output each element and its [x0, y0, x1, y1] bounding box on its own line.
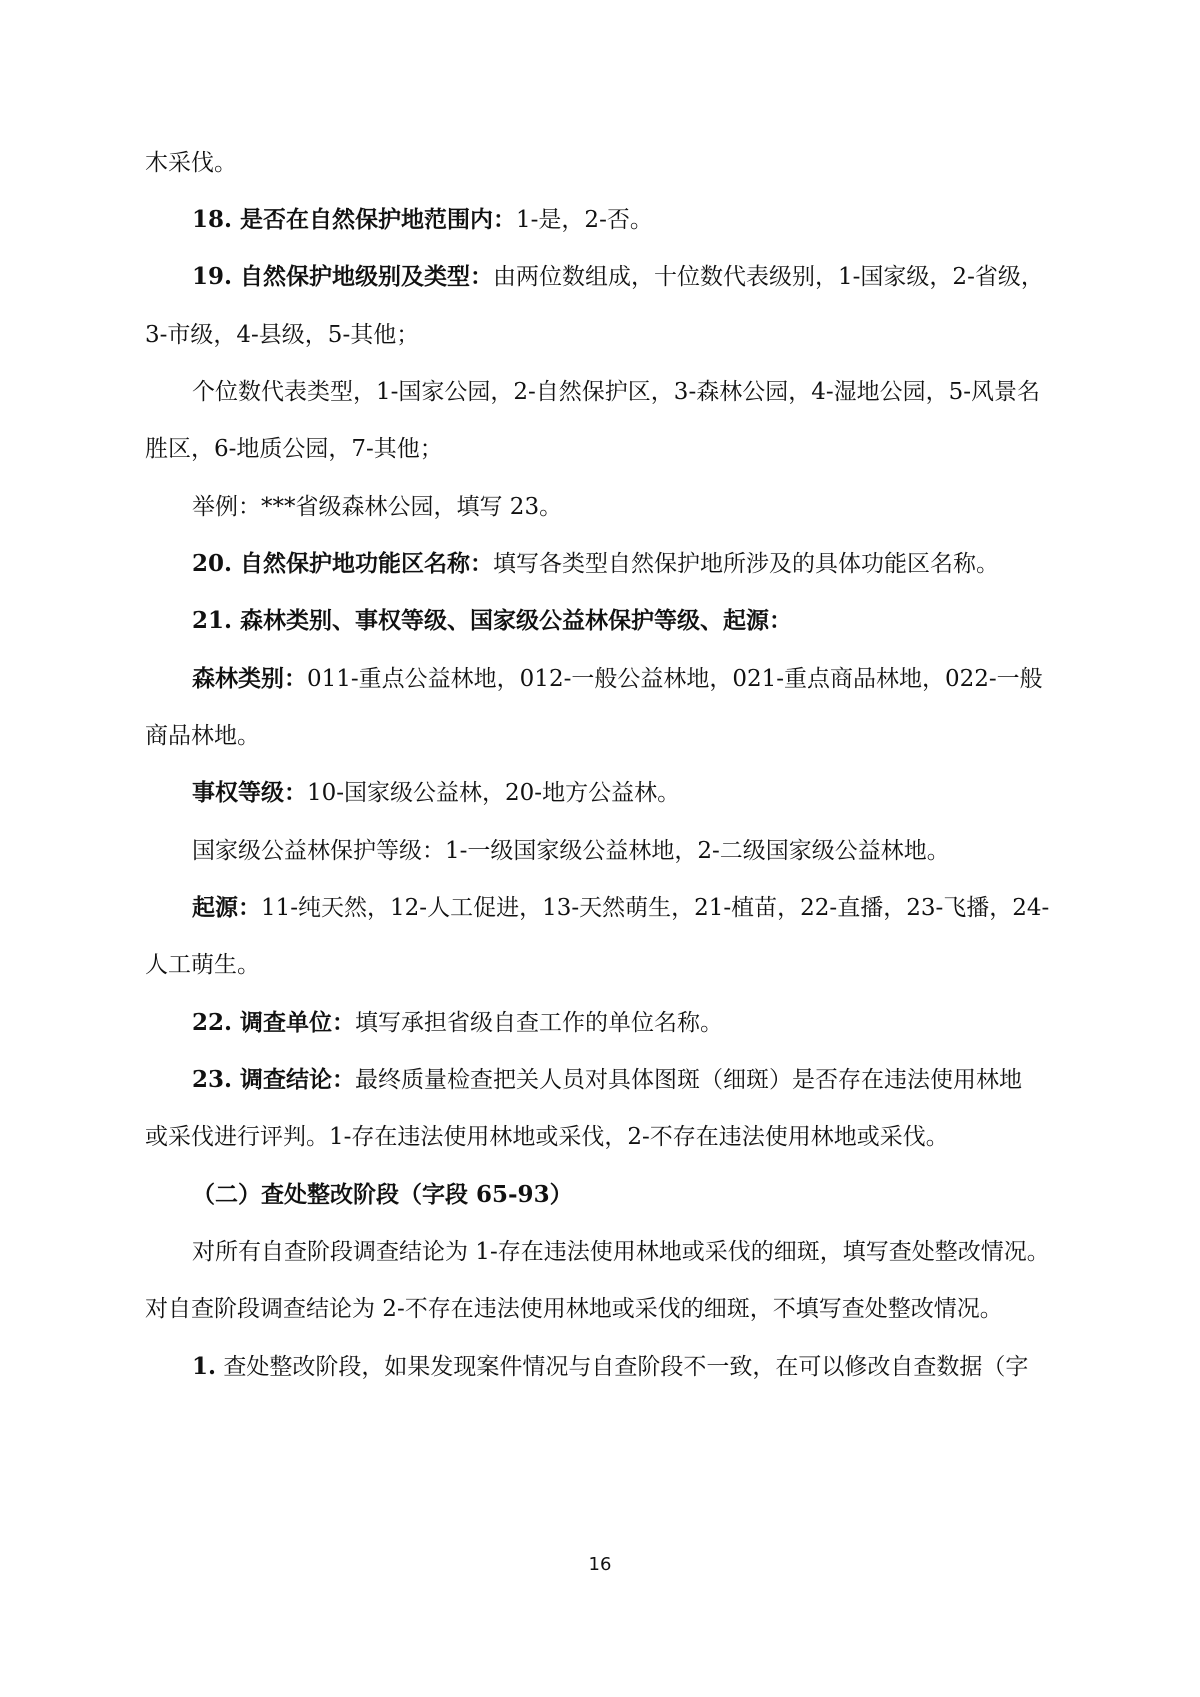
- section-heading-text: （二）查处整改阶段（字段 65-93）: [192, 1181, 573, 1208]
- sub-item-1: [0, 1352, 1200, 1382]
- authority-level-heading: 事权等级：: [192, 779, 307, 806]
- text: 或采伐进行评判。1-存在违法使用林地或采伐，2-不存在违法使用林地或采伐。: [145, 1124, 949, 1150]
- item-22: [0, 1008, 1200, 1038]
- item-20-text: 填写各类型自然保护地所涉及的具体功能区名称。: [493, 551, 1000, 577]
- text: 胜区，6-地质公园，7-其他；: [145, 436, 443, 462]
- section-para-line-1: [0, 1237, 1200, 1267]
- text: 3-市级，4-县级，5-其他；: [145, 322, 420, 348]
- item-22-text: 填写承担省级自查工作的单位名称。: [355, 1010, 724, 1036]
- origin-text: 11-纯天然，12-人工促进，13-天然萌生，21-植苗，22-直播，23-飞播，24-: [261, 895, 1050, 921]
- item-23-cont: [0, 1122, 1200, 1152]
- item-18: [0, 205, 1200, 235]
- text: 商品林地。: [145, 723, 260, 749]
- item-19-text: 由两位数组成，十位数代表级别，1-国家级，2-省级，: [493, 264, 1044, 290]
- item-19: [0, 262, 1200, 292]
- section-heading: [0, 1180, 1200, 1210]
- text: 国家级公益林保护等级：1-一级国家级公益林地，2-二级国家级公益林地。: [192, 838, 950, 864]
- page-number: 16: [588, 1554, 612, 1575]
- item-18-text: 1-是，2-否。: [516, 207, 653, 233]
- item-22-heading: 22. 调查单位：: [192, 1009, 356, 1036]
- section-para-line-2: [0, 1294, 1200, 1324]
- authority-level: [0, 778, 1200, 808]
- text: 对自查阶段调查结论为 2-不存在违法使用林地或采伐的细斑，不填写查处整改情况。: [145, 1296, 1003, 1322]
- item-19-example: [0, 492, 1200, 522]
- item-21-heading: 21. 森林类别、事权等级、国家级公益林保护等级、起源：: [192, 607, 793, 634]
- item-23: [0, 1065, 1200, 1095]
- origin: [0, 893, 1200, 923]
- forest-category-text: 011-重点公益林地，012-一般公益林地，021-重点商品林地，022-一般: [307, 666, 1043, 692]
- origin-cont: [0, 950, 1200, 980]
- item-23-text: 最终质量检查把关人员对具体图斑（细斑）是否存在违法使用林地: [355, 1067, 1023, 1093]
- forest-category-cont: [0, 721, 1200, 751]
- item-23-heading: 23. 调查结论：: [192, 1066, 356, 1093]
- text: 举例：***省级森林公园，填写 23。: [192, 494, 563, 520]
- authority-level-text: 10-国家级公益林，20-地方公益林。: [307, 780, 681, 806]
- text: 个位数代表类型，1-国家公园，2-自然保护区，3-森林公园，4-湿地公园，5-风景名: [192, 379, 1041, 405]
- item-19-cont: [0, 320, 1200, 350]
- item-20-heading: 20. 自然保护地功能区名称：: [192, 550, 494, 577]
- forest-category: [0, 664, 1200, 694]
- text: 木采伐。: [145, 150, 237, 176]
- item-21: [0, 606, 1200, 636]
- text: 人工萌生。: [145, 952, 260, 978]
- sub-item-1-text: 查处整改阶段，如果发现案件情况与自查阶段不一致，在可以修改自查数据（字: [216, 1354, 1029, 1380]
- item-19-type: [0, 377, 1200, 407]
- item-20: [0, 549, 1200, 579]
- item-19-type-cont: [0, 434, 1200, 464]
- origin-heading: 起源：: [192, 894, 261, 921]
- text: 对所有自查阶段调查结论为 1-存在违法使用林地或采伐的细斑，填写查处整改情况。: [192, 1239, 1050, 1265]
- forest-category-heading: 森林类别：: [192, 665, 307, 692]
- para-line-1: [0, 148, 1200, 178]
- protection-level: [0, 836, 1200, 866]
- item-18-heading: 18. 是否在自然保护地范围内：: [192, 206, 517, 233]
- item-19-heading: 19. 自然保护地级别及类型：: [192, 263, 494, 290]
- sub-item-1-number: 1.: [192, 1353, 217, 1380]
